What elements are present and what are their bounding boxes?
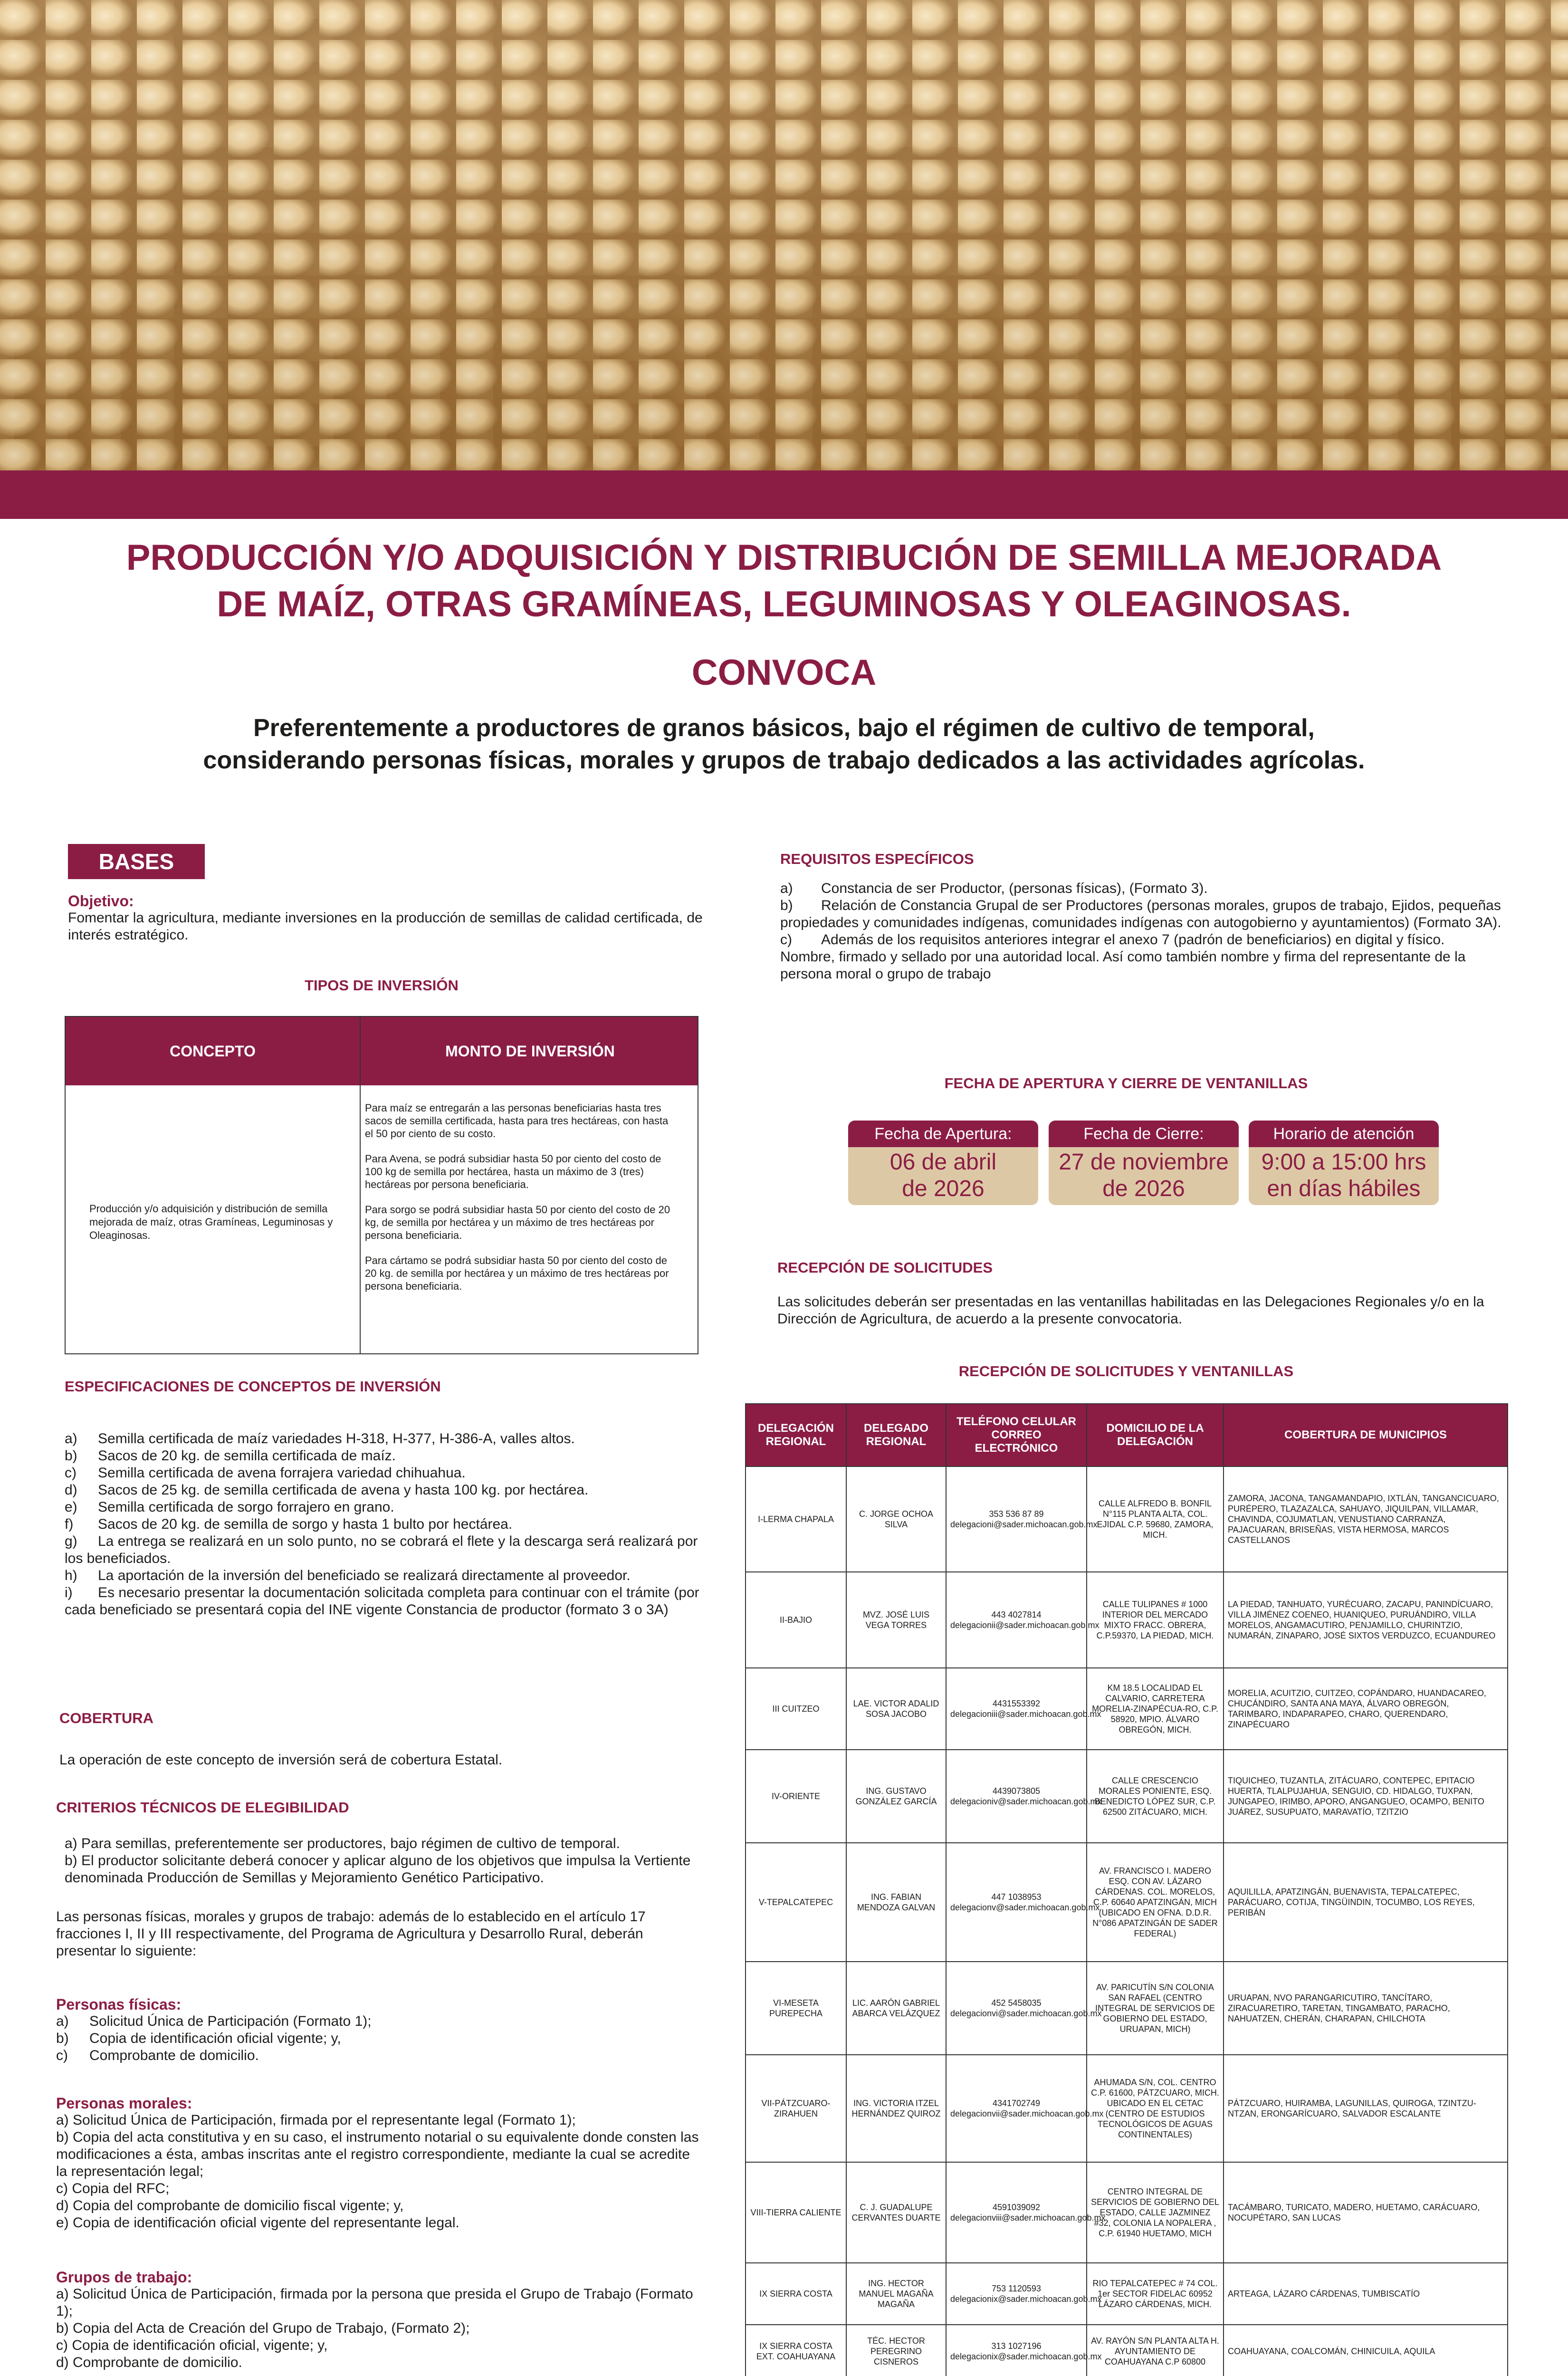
cell-region: IX SIERRA COSTA EXT. COAHUAYANA xyxy=(746,2325,846,2376)
cell-cobertura: ARTEAGA, LÁZARO CÁRDENAS, TUMBISCATÍO xyxy=(1224,2263,1508,2325)
objetivo-block xyxy=(68,892,705,944)
cell-domicilio: AV. PARICUTÍN S/N COLONIA SAN RAFAEL (CENTRO INTEGRAL DE SERVICIOS DE GOBIERNO DEL ESTADO, URUAPAN, MICH) xyxy=(1087,1962,1224,2055)
recepcion-table-title: RECEPCIÓN DE SOLICITUDES Y VENTANILLAS xyxy=(958,1363,1294,1380)
th-delegacion: DELEGACIÓN REGIONAL xyxy=(746,1404,846,1466)
table-row xyxy=(746,1466,1508,1572)
espec-item: c) Semilla certificada de avena forrajera variedad chihuahua. xyxy=(65,1465,466,1481)
monto-cell xyxy=(365,1102,674,1305)
criterios-intro: Las personas físicas, morales y grupos de trabajo: además de lo establecido en el artículo 17 fracciones I, II y III respectivamente, del Programa de Agricultura y Desarrollo Rural, deberán presentar lo siguiente: xyxy=(56,1909,646,1959)
subtitle-line-2: considerando personas físicas, morales y grupos de trabajo dedicados a las actividades agrícolas. xyxy=(203,747,1365,774)
table-row xyxy=(746,1750,1508,1843)
monto-sorgo: Para sorgo se podrá subsidiar hasta 50 por ciento del costo de 20 kg, de semilla por hectárea y un máximo de tres hectáreas por persona beneficiaria. xyxy=(365,1204,670,1241)
subtitle xyxy=(0,712,1568,776)
th-delegado: DELEGADO REGIONAL xyxy=(846,1404,946,1466)
especificaciones-list xyxy=(65,1430,701,1619)
th-domicilio: DOMICILIO DE LA DELEGACIÓN xyxy=(1087,1404,1224,1466)
cell-region: IX SIERRA COSTA xyxy=(746,2263,846,2325)
table-row xyxy=(746,2263,1508,2325)
table-row xyxy=(746,2162,1508,2263)
morales-item: b) Copia del acta constitutiva y en su caso, el instrumento notarial o su equivalente donde consten las modificaciones a ésta, ambas inscritas ante el registro correspondiente, mediante la cual se acredite la representación legal; xyxy=(56,2129,699,2179)
grupos-trabajo-title: Grupos de trabajo: xyxy=(56,2269,192,2286)
requisitos-title: REQUISITOS ESPECÍFICOS xyxy=(780,851,974,867)
espec-item: g) La entrega se realizará en un solo punto, no se cobrará el flete y la descarga será realizará por los beneficiados. xyxy=(65,1533,698,1566)
cell-domicilio: CALLE TULIPANES # 1000 INTERIOR DEL MERCADO MIXTO FRACC. OBRERA, C.P.59370, LA PIEDAD, MICH. xyxy=(1087,1572,1224,1668)
horario-card xyxy=(1249,1121,1439,1205)
table-header-row xyxy=(746,1404,1508,1466)
cell-delegado: C. J. GUADALUPE CERVANTES DUARTE xyxy=(846,2162,946,2263)
grupos-item: c) Copia de identificación oficial, vigente; y, xyxy=(56,2338,328,2353)
morales-item: e) Copia de identificación oficial vigente del representante legal. xyxy=(56,2215,459,2231)
recepcion-table xyxy=(745,1403,1508,2376)
cell-domicilio: CALLE ALFREDO B. BONFIL N°115 PLANTA ALTA, COL. EJIDAL C.P. 59680, ZAMORA, MICH. xyxy=(1087,1466,1224,1572)
cell-contacto: 4341702749 delegacionvii@sader.michoacan.gob.mx xyxy=(946,2055,1087,2162)
table-row xyxy=(746,1962,1508,2055)
cell-region: II-BAJIO xyxy=(746,1572,846,1668)
fecha-apertura-value: 06 de abril de 2026 xyxy=(848,1147,1038,1205)
morales-item: a) Solicitud Única de Participación, firmada por el representante legal (Formato 1); xyxy=(56,2112,576,2128)
espec-item: b) Sacos de 20 kg. de semilla certificada de maíz. xyxy=(65,1448,396,1464)
criterio-item: a) Para semillas, preferentemente ser productores, bajo régimen de cultivo de temporal. xyxy=(65,1836,620,1851)
espec-item: f) Sacos de 20 kg. de semilla de sorgo y hasta 1 bulto por hectárea. xyxy=(65,1516,513,1532)
fecha-apertura-label: Fecha de Apertura: xyxy=(848,1121,1038,1147)
espec-item: e) Semilla certificada de sorgo forrajero en grano. xyxy=(65,1499,394,1515)
table-row xyxy=(746,2325,1508,2376)
cell-domicilio: CENTRO INTEGRAL DE SERVICIOS DE GOBIERNO DEL ESTADO, CALLE JAZMINEZ #32, COLONIA LA NOPALERA , C.P. 61940 HUETAMO, MICH xyxy=(1087,2162,1224,2263)
morales-item: d) Copia del comprobante de domicilio fiscal vigente; y, xyxy=(56,2198,404,2213)
subtitle-line-1: Preferentemente a productores de granos básicos, bajo el régimen de cultivo de temporal, xyxy=(253,714,1315,742)
cell-region: IV-ORIENTE xyxy=(746,1750,846,1843)
fisicas-item: c) Comprobante de domicilio. xyxy=(56,2048,259,2063)
horario-value: 9:00 a 15:00 hrs en días hábiles xyxy=(1249,1147,1439,1205)
criterios-title: CRITERIOS TÉCNICOS DE ELEGIBILIDAD xyxy=(56,1799,349,1816)
cell-cobertura: TIQUICHEO, TUZANTLA, ZITÁCUARO, CONTEPEC, EPITACIO HUERTA, TLALPUJAHUA, SENGUIO, CD. HIDALGO, TUXPAN, JUNGAPEO, IRIMBO, APORO, ANGANGUEO, OCAMPO, BENITO JUÁREZ, SUSUPUATO, MARAVATÍO, TZITZIO xyxy=(1224,1750,1508,1843)
cell-domicilio: AV. RAYÓN S/N PLANTA ALTA H. AYUNTAMIENTO DE COAHUAYANA C.P 60800 xyxy=(1087,2325,1224,2376)
cell-cobertura: TACÁMBARO, TURICATO, MADERO, HUETAMO, CARÁCUARO, NOCUPÉTARO, SAN LUCAS xyxy=(1224,2162,1508,2263)
col-concepto: CONCEPTO xyxy=(170,1043,256,1060)
personas-morales-title: Personas morales: xyxy=(56,2095,192,2112)
espec-item: i) Es necesario presentar la documentación solicitada completa para continuar con el trámite (por cada beneficiado se presentará copia del INE vigente Constancia de productor (formato 3 o 3A) xyxy=(65,1585,699,1618)
cell-contacto: 313 1027196 delegacionix@sader.michoacan.gob.mx xyxy=(946,2325,1087,2376)
cell-region: I-LERMA CHAPALA xyxy=(746,1466,846,1572)
recepcion-title: RECEPCIÓN DE SOLICITUDES xyxy=(777,1259,993,1276)
table-divider xyxy=(360,1017,361,1353)
cell-contacto: 4439073805 delegacioniv@sader.michoacan.gob.mx xyxy=(946,1750,1087,1843)
cell-cobertura: LA PIEDAD, TANHUATO, YURÉCUARO, ZACAPU, PANINDÍCUARO, VILLA JIMÉNEZ COENEO, HUANIQUEO, PURUÁNDIRO, VILLA MORELOS, ANGAMACUTIRO, PENJAMILLO, CHURINTZIO, NUMARÁN, ZINAPARO, JOSÉ SIXTOS VERDUZCO, ECUANDUREO xyxy=(1224,1572,1508,1668)
table-row xyxy=(746,1572,1508,1668)
cell-delegado: ING. FABIAN MENDOZA GALVAN xyxy=(846,1843,946,1962)
cell-region: VII-PÁTZCUARO-ZIRAHUEN xyxy=(746,2055,846,2162)
grupos-item: a) Solicitud Única de Participación, firmada por la persona que presida el Grupo de Trabajo (Formato 1); xyxy=(56,2286,693,2319)
requisitos-list xyxy=(780,880,1502,983)
cell-delegado: TÉC. HECTOR PEREGRINO CISNEROS xyxy=(846,2325,946,2376)
concepto-cell: Producción y/o adquisición y distribución de semilla mejorada de maíz, otras Gramíneas, Leguminosas y Oleaginosas. xyxy=(89,1203,333,1241)
cell-contacto: 443 4027814 delegacionii@sader.michoacan.gob.mx xyxy=(946,1572,1087,1668)
espec-item: a) Semilla certificada de maíz variedades H-318, H-377, H-386-A, valles altos. xyxy=(65,1431,575,1447)
cell-delegado: ING. GUSTAVO GONZÁLEZ GARCÍA xyxy=(846,1750,946,1843)
criterio-item: b) El productor solicitante deberá conocer y aplicar alguno de los objetivos que impulsa la Vertiente denominada Producción de Semillas y Mejoramiento Genético Participativo. xyxy=(65,1853,691,1886)
cell-domicilio: RIO TEPALCATEPEC # 74 COL. 1er SECTOR FIDELAC 60952 LÁZARO CÁRDENAS, MICH. xyxy=(1087,2263,1224,2325)
cell-contacto: 447 1038953 delegacionv@sader.michoacan.gob.mx xyxy=(946,1843,1087,1962)
cell-cobertura: URUAPAN, NVO PARANGARICUTIRO, TANCÍTARO, ZIRACUARETIRO, TARETAN, TINGAMBATO, PARACHO, NAHUATZEN, CHERÁN, CHARAPAN, CHILCHOTA xyxy=(1224,1962,1508,2055)
cell-contacto: 353 536 87 89 delegacioni@sader.michoacan.gob.mx xyxy=(946,1466,1087,1572)
cell-delegado: MVZ. JOSÉ LUIS VEGA TORRES xyxy=(846,1572,946,1668)
personas-fisicas-title: Personas físicas: xyxy=(56,1996,182,2013)
fechas-title: FECHA DE APERTURA Y CIERRE DE VENTANILLAS xyxy=(944,1075,1308,1092)
table-row xyxy=(746,1668,1508,1750)
cell-cobertura: COAHUAYANA, COALCOMÁN, CHINICUILA, AQUILA xyxy=(1224,2325,1508,2376)
title-line-1: PRODUCCIÓN Y/O ADQUISICIÓN Y DISTRIBUCIÓN DE SEMILLA MEJORADA xyxy=(126,537,1442,578)
objetivo-label: Objetivo: xyxy=(68,892,134,910)
grupos-item: b) Copia del Acta de Creación del Grupo de Trabajo, (Formato 2); xyxy=(56,2320,470,2336)
espec-item: d) Sacos de 25 kg. de semilla certificada de avena y hasta 100 kg. por hectárea. xyxy=(65,1482,589,1498)
fecha-cierre-label: Fecha de Cierre: xyxy=(1049,1121,1239,1147)
cell-delegado: ING. HECTOR MANUEL MAGAÑA MAGAÑA xyxy=(846,2263,946,2325)
requisito-item: c) Además de los requisitos anteriores integrar el anexo 7 (padrón de beneficiarios) en digital y físico. Nombre, firmado y sellado por una autoridad local. Así como también nombre y firma del representante de la persona moral o grupo de trabajo xyxy=(780,932,1466,982)
col-monto: MONTO DE INVERSIÓN xyxy=(445,1043,615,1060)
espec-item: h) La aportación de la inversión del beneficiado se realizará directamente al proveedor. xyxy=(65,1568,631,1583)
cell-delegado: ING. VICTORIA ITZEL HERNÁNDEZ QUIROZ xyxy=(846,2055,946,2162)
cell-cobertura: MORELIA, ACUITZIO, CUITZEO, COPÁNDARO, HUANDACAREO, CHUCÁNDIRO, SANTA ANA MAYA, ÁLVARO OBREGÓN, TARIMBARO, INDAPARAPEO, CHARO, QUERENDARO, ZINAPÉCUARO xyxy=(1224,1668,1508,1750)
fecha-apertura-card xyxy=(848,1121,1038,1205)
especificaciones-title: ESPECIFICACIONES DE CONCEPTOS DE INVERSIÓN xyxy=(65,1378,441,1395)
fisicas-item: b) Copia de identificación oficial vigente; y, xyxy=(56,2031,341,2046)
cell-contacto: 4431553392 delegacioniii@sader.michoacan.gob.mx xyxy=(946,1668,1087,1750)
requisito-item: a) Constancia de ser Productor, (personas físicas), (Formato 3). xyxy=(780,881,1208,896)
cell-cobertura: PÁTZCUARO, HUIRAMBA, LAGUNILLAS, QUIROGA, TZINTZU-NTZAN, ERONGARÍCUARO, SALVADOR ESCALANTE xyxy=(1224,2055,1508,2162)
bases-label: BASES xyxy=(68,844,205,879)
table-row xyxy=(746,1843,1508,1962)
fecha-cierre-card xyxy=(1049,1121,1239,1205)
cobertura-text: La operación de este concepto de inversión será de cobertura Estatal. xyxy=(59,1752,503,1768)
cell-region: VI-MESETA PUREPECHA xyxy=(746,1962,846,2055)
hero-overlay xyxy=(0,0,1568,470)
requisito-item: b) Relación de Constancia Grupal de ser Productores (personas morales, grupos de trabajo, Ejidos, pequeñas propiedades y comunidades indígenas, comunidades indígenas con autogobierno y ayuntamientos) (Formato 3A). xyxy=(780,898,1501,930)
inversion-table xyxy=(65,1016,698,1354)
cell-contacto: 4591039092 delegacionviii@sader.michoacan.gob.mx xyxy=(946,2162,1087,2263)
cell-domicilio: CALLE CRESCENCIO MORALES PONIENTE, ESQ. BENEDICTO LÓPEZ SUR, C.P. 62500 ZITÁCUARO, MICH. xyxy=(1087,1750,1224,1843)
th-cobertura: COBERTURA DE MUNICIPIOS xyxy=(1224,1404,1508,1466)
cell-domicilio: AHUMADA S/N, COL. CENTRO C.P. 61600, PÁTZCUARO, MICH. UBICADO EN EL CETAC (CENTRO DE ESTUDIOS TECNOLÓGICOS DE AGUAS CONTINENTALES) xyxy=(1087,2055,1224,2162)
table-row xyxy=(746,2055,1508,2162)
grupos-trabajo-block xyxy=(56,2269,702,2371)
monto-maiz: Para maíz se entregarán a las personas beneficiarias hasta tres sacos de semilla certificada, hasta para tres hectáreas, con hasta el 50 por ciento de su costo. xyxy=(365,1102,669,1140)
cell-region: III CUITZEO xyxy=(746,1668,846,1750)
fecha-cierre-value: 27 de noviembre de 2026 xyxy=(1049,1147,1239,1205)
cell-region: VIII-TIERRA CALIENTE xyxy=(746,2162,846,2263)
th-telefono: TELÉFONO CELULAR CORREO ELECTRÓNICO xyxy=(946,1404,1087,1466)
objetivo-text: Fomentar la agricultura, mediante inversiones en la producción de semillas de calidad certificada, de interés estratégico. xyxy=(68,910,703,943)
criterios-list xyxy=(65,1835,701,1887)
cell-domicilio: KM 18.5 LOCALIDAD EL CALVARIO, CARRETERA MORELIA-ZINAPÉCUA-RO, C.P. 58920, MPIO. ÁLVARO OBREGÓN, MICH. xyxy=(1087,1668,1224,1750)
horario-label: Horario de atención xyxy=(1249,1121,1439,1147)
title-line-2: DE MAÍZ, OTRAS GRAMÍNEAS, LEGUMINOSAS Y OLEAGINOSAS. xyxy=(217,584,1351,624)
monto-cartamo: Para cártamo se podrá subsidiar hasta 50 por ciento del costo de 20 kg. de semilla por hectárea y un máximo de tres hectáreas por persona beneficiaria. xyxy=(365,1255,669,1292)
inversion-table-header xyxy=(66,1017,698,1085)
cell-delegado: C. JORGE OCHOA SILVA xyxy=(846,1466,946,1572)
cell-delegado: LAE. VICTOR ADALID SOSA JACOBO xyxy=(846,1668,946,1750)
monto-avena: Para Avena, se podrá subsidiar hasta 50 por ciento del costo de 100 kg de semilla por hectárea, hasta un máximo de 3 (tres) hectáreas por persona beneficiaria. xyxy=(365,1153,661,1190)
header-band xyxy=(0,470,1568,519)
cell-contacto: 753 1120593 delegacionix@sader.michoacan.gob.mx xyxy=(946,2263,1087,2325)
page-title xyxy=(0,535,1568,628)
cell-cobertura: ZAMORA, JACONA, TANGAMANDAPIO, IXTLÁN, TANGANCICUARO, PURÉPERO, TLAZAZALCA, SAHUAYO, JIQUILPAN, VILLAMAR, CHAVINDA, COJUMATLAN, VENUSTIANO CARRANZA, PAJACUARAN, BRISEÑAS, VISTA HERMOSA, MARCOS CASTELLANOS xyxy=(1224,1466,1508,1572)
cell-region: V-TEPALCATEPEC xyxy=(746,1843,846,1962)
cell-contacto: 452 5458035 delegacionvi@sader.michoacan.gob.mx xyxy=(946,1962,1087,2055)
recepcion-text: Las solicitudes deberán ser presentadas en las ventanillas habilitadas en las Delegaciones Regionales y/o en la Dirección de Agricultura, de acuerdo a la presente convocatoria. xyxy=(777,1294,1484,1327)
morales-item: c) Copia del RFC; xyxy=(56,2181,170,2196)
convoca-heading: CONVOCA xyxy=(691,652,877,693)
tipos-inversion-title: TIPOS DE INVERSIÓN xyxy=(305,977,459,994)
personas-fisicas-block xyxy=(56,1996,702,2064)
cobertura-title: COBERTURA xyxy=(59,1710,154,1726)
grupos-item: d) Comprobante de domicilio. xyxy=(56,2355,242,2370)
cell-delegado: LIC. AARÓN GABRIEL ABARCA VELÁZQUEZ xyxy=(846,1962,946,2055)
personas-morales-block xyxy=(56,2095,702,2232)
cell-domicilio: AV. FRANCISCO I. MADERO ESQ. CON AV. LÁZARO CÁRDENAS. COL. MORELOS, C.P. 60640 APATZINGÁN, MICH (UBICADO EN OFNA. D.D.R. N°086 APATZINGÁN DE SADER FEDERAL) xyxy=(1087,1843,1224,1962)
cell-cobertura: AQUILILLA, APATZINGÁN, BUENAVISTA, TEPALCATEPEC, PARÁCUARO, COTIJA, TINGÜINDIN, TOCUMBO, LOS REYES, PERIBÁN xyxy=(1224,1843,1508,1962)
fisicas-item: a) Solicitud Única de Participación (Formato 1); xyxy=(56,2013,372,2029)
